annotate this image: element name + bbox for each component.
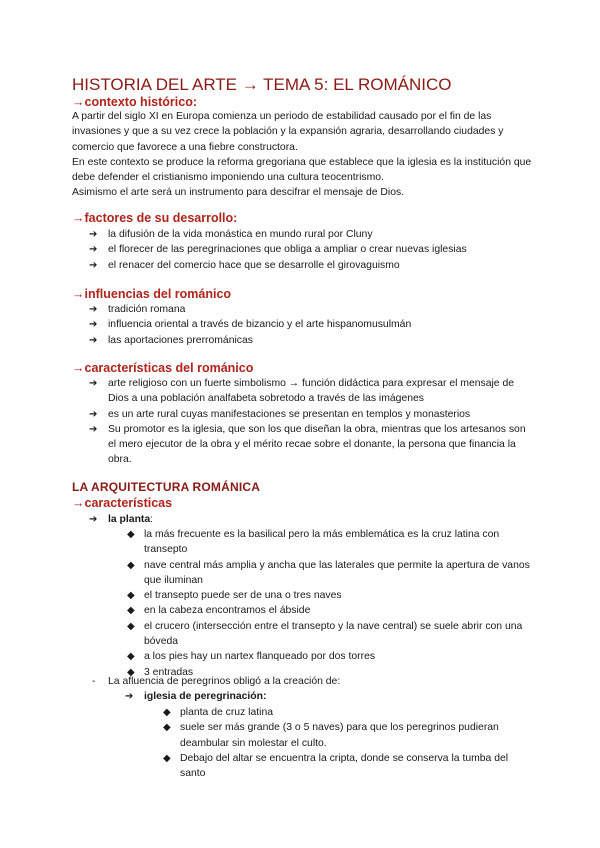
list-item: ➔ es un arte rural cuyas manifestaciones se presentan en templos y monasterios bbox=[108, 407, 528, 422]
list-item: ➔ las aportaciones prerrománicas bbox=[108, 333, 538, 348]
contexto-paragraph-3: Asimismo el arte será un instrumento para descifrar el mensaje de Dios. bbox=[72, 187, 405, 199]
list-item: ◆ el crucero (intersección entre el transepto y la nave central) se suele abrir con una bóveda bbox=[127, 620, 523, 648]
peregrinacion-list bbox=[125, 689, 532, 704]
arrow-bullet-icon: ➔ bbox=[89, 229, 98, 240]
dash-bullet: - bbox=[92, 676, 96, 687]
peregrinacion-label: iglesia de peregrinación: bbox=[144, 691, 267, 702]
contexto-paragraph-1: A partir del siglo XI en Europa comienza un periodo de estabilidad causado por el fin de las invasiones y que a su vez crece la población y la expansión agraria, desarrollando ciudades y comercio que favorece a una fiebre constructora. bbox=[72, 111, 504, 153]
arrow-bullet-icon: ➔ bbox=[125, 691, 134, 702]
caracteristicas-list bbox=[89, 376, 528, 468]
list-item: ◆ planta de cruz latina bbox=[180, 705, 530, 720]
arrow-bullet-icon: ➔ bbox=[89, 423, 98, 435]
diamond-bullet-icon: ◆ bbox=[127, 620, 135, 632]
list-item: ◆ la más frecuente es la basilical pero la más emblemática es la cruz latina con transepto bbox=[127, 529, 500, 556]
diamond-bullet-icon: ◆ bbox=[163, 722, 171, 734]
contexto-heading: →contexto histórico: bbox=[72, 95, 198, 109]
contexto-text bbox=[72, 109, 532, 201]
factores-heading: →factores de su desarrollo: bbox=[72, 211, 238, 225]
caracteristicas-heading: →características del románico bbox=[72, 361, 254, 375]
diamond-bullet-icon: ◆ bbox=[127, 666, 135, 678]
list-item: ◆ nave central más amplia y ancha que las laterales que permite la apertura de vanos que iluminan bbox=[127, 559, 530, 586]
planta-label: la planta bbox=[108, 514, 151, 525]
arrow-bullet-icon: ➔ bbox=[89, 244, 98, 256]
peregrinacion-items-list bbox=[163, 705, 530, 781]
list-item bbox=[125, 689, 532, 704]
diamond-bullet-icon: ◆ bbox=[127, 559, 135, 571]
list-item: ➔ influencia oriental a través de bizancio y el arte hispanomusulmán bbox=[108, 317, 538, 332]
afluencia-list bbox=[92, 674, 528, 689]
arrow-bullet-icon: ➔ bbox=[89, 378, 98, 389]
arrow-bullet-icon: ➔ bbox=[89, 334, 98, 346]
arrow-bullet-icon: ➔ bbox=[89, 259, 98, 271]
diamond-bullet-icon: ◆ bbox=[127, 529, 135, 540]
list-item: ◆ 3 entradas bbox=[144, 665, 532, 680]
influencias-list bbox=[89, 302, 538, 348]
factores-list bbox=[89, 227, 538, 273]
list-item: ➔ la difusión de la vida monástica en mundo rural por Cluny bbox=[108, 227, 538, 242]
diamond-bullet-icon: ◆ bbox=[127, 605, 135, 617]
diamond-bullet-icon: ◆ bbox=[163, 707, 171, 718]
list-item: ◆ a los pies hay un nartex flanqueado por dos torres bbox=[144, 649, 532, 664]
planta-list bbox=[89, 512, 528, 527]
list-item: ◆ en la cabeza encontramos el ábside bbox=[144, 603, 532, 618]
list-item: ◆ Debajo del altar se encuentra la cripta, donde se conserva la tumba del santo bbox=[163, 752, 509, 780]
list-item: ➔ arte religioso con un fuerte simbolismo → función didáctica para expresar el mensaje de Dios a una población analfabeta sobretodo a través de las imágenes bbox=[89, 378, 515, 405]
arrow-bullet-icon: ➔ bbox=[89, 319, 98, 331]
list-item: ➔ el renacer del comercio hace que se desarrolle el girovaguismo bbox=[108, 258, 538, 273]
list-item: ➔ tradición romana bbox=[108, 302, 538, 317]
arquitectura-heading: LA ARQUITECTURA ROMÁNICA bbox=[72, 480, 261, 494]
list-item: - La afluencia de peregrinos obligó a la creación de: bbox=[108, 674, 528, 689]
list-item: ◆ el transepto puede ser de una o tres naves bbox=[144, 588, 532, 603]
list-item: ➔ el florecer de las peregrinaciones que obliga a ampliar o crear nuevas iglesias bbox=[108, 242, 538, 257]
planta-items-list bbox=[127, 527, 532, 680]
arrow-bullet-icon: ➔ bbox=[89, 408, 98, 420]
diamond-bullet-icon: ◆ bbox=[127, 651, 135, 663]
arrow-bullet-icon: ➔ bbox=[89, 304, 98, 315]
page-title: HISTORIA DEL ARTE → TEMA 5: EL ROMÁNICO bbox=[72, 75, 452, 94]
contexto-paragraph-2: En este contexto se produce la reforma gregoriana que establece que la iglesia es la institución que debe defender el cristianismo imponiendo una cultura teocentrismo. bbox=[72, 156, 532, 184]
list-item: ➔ la planta: bbox=[108, 512, 528, 527]
diamond-bullet-icon: ◆ bbox=[163, 752, 171, 764]
arrow-bullet-icon: ➔ bbox=[89, 514, 98, 525]
diamond-bullet-icon: ◆ bbox=[127, 590, 135, 602]
list-item: ➔ Su promotor es la iglesia, que son los que diseñan la obra, mientras que los artesanos son el mero ejecutor de la obra y el mérito recae sobre el donante, la persona que financia la obra. bbox=[89, 423, 526, 466]
influencias-heading: →influencias del románico bbox=[72, 287, 232, 301]
list-item: ◆ suele ser más grande (3 o 5 naves) para que los peregrinos pudieran deambular sin molestar el culto. bbox=[163, 722, 499, 749]
arquitectura-subheading: →características bbox=[72, 496, 173, 510]
